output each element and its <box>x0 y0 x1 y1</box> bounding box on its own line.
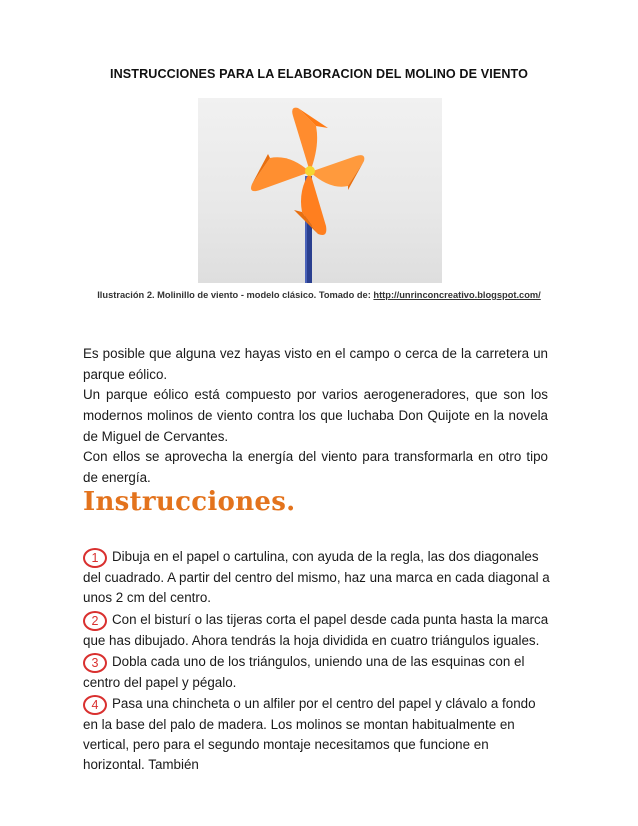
pinwheel-blade-left <box>251 157 310 191</box>
step-number-badge: 2 <box>83 611 107 631</box>
instructions-heading: Instrucciones. <box>83 487 296 517</box>
pinwheel-photo <box>198 98 442 283</box>
pinwheel-illustration <box>198 98 442 283</box>
step-text: Dibuja en el papel o cartulina, con ayuda de la regla, las dos diagonales del cuadrado. A partir del centro del mismo, haz una marca en cada diagonal a unos 2 cm del centro. <box>83 549 550 605</box>
intro-paragraph-1: Es posible que alguna vez hayas visto en el campo o cerca de la carretera un parque eólico. <box>83 346 548 382</box>
step-number-badge: 4 <box>83 695 107 715</box>
intro-paragraph-2: Un parque eólico está compuesto por varios aerogeneradores, que son los modernos molinos de viento contra los que luchaba Don Quijote en la novela de Miguel de Cervantes. <box>83 387 548 444</box>
step-text: Con el bisturí o las tijeras corta el papel desde cada punta hasta la marca que has dibujado. Ahora tendrás la hoja dividida en cuatro triángulos iguales. <box>83 612 549 648</box>
caption-link[interactable]: http://unrinconcreativo.blogspot.com/ <box>373 290 541 300</box>
step-3 <box>83 652 553 693</box>
figure-caption <box>0 290 638 300</box>
step-text: Dobla cada uno de los triángulos, uniendo una de las esquinas con el centro del papel y pégalo. <box>83 654 525 690</box>
step-1 <box>83 547 553 608</box>
pinwheel-blade-bottom <box>301 172 326 235</box>
caption-text: Ilustración 2. Molinillo de viento - modelo clásico. Tomado de: <box>97 290 374 300</box>
step-number-badge: 3 <box>83 653 107 673</box>
step-text: Pasa una chincheta o un alfiler por el centro del papel y clávalo a fondo en la base del palo de madera. Los molinos se montan habitualmente en vertical, pero para el segundo montaje necesitamos que funcione en horizontal. También <box>83 696 536 772</box>
pin-head <box>305 166 315 176</box>
step-2 <box>83 610 553 651</box>
step-number-badge: 1 <box>83 548 107 568</box>
pinwheel-blade-right <box>310 155 364 187</box>
step-4 <box>83 694 553 775</box>
intro-paragraph-3: Con ellos se aprovecha la energía del viento para transformarla en otro tipo de energía. <box>83 449 548 485</box>
document-title: INSTRUCCIONES PARA LA ELABORACION DEL MOLINO DE VIENTO <box>110 67 528 81</box>
